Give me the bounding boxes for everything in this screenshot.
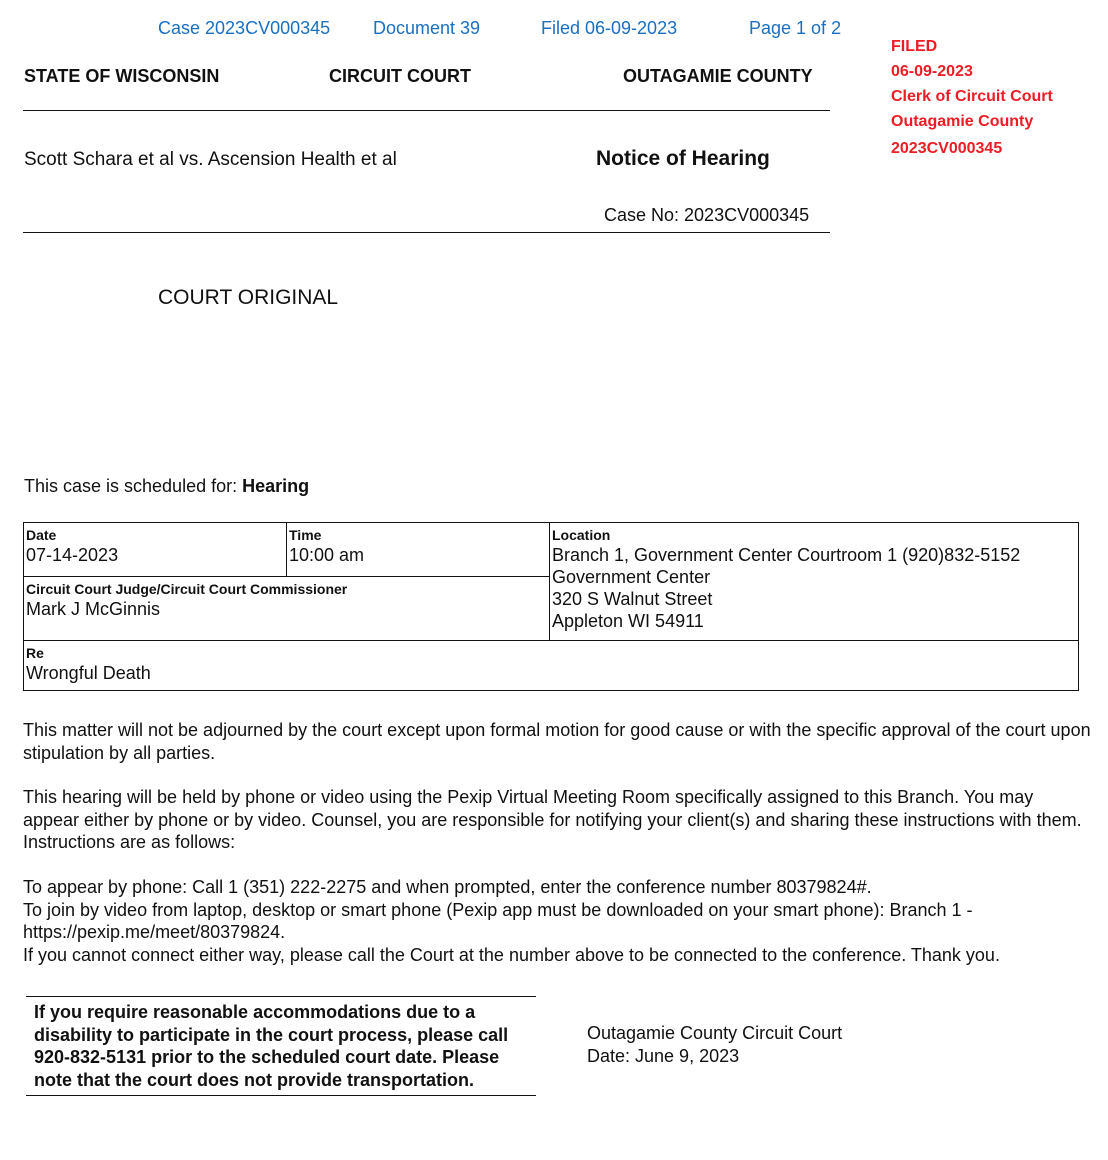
pexip-paragraph: This hearing will be held by phone or video using the Pexip Virtual Meeting Room specifically assigned to this Branch. You may appear either by phone or by video. Counsel, you are responsible for notifying your client(s) and sharing these instructions with them. Instructions are as follows: <box>23 787 1082 852</box>
filed-stamp-line: 06-09-2023 <box>891 63 973 80</box>
document-title: Notice of Hearing <box>596 147 770 170</box>
re-cell <box>24 641 1079 691</box>
video-url-link[interactable]: https://pexip.me/meet/80379824. <box>23 922 286 942</box>
stamp-document: Document 39 <box>373 18 481 38</box>
court-heading: CIRCUIT COURT <box>329 66 471 86</box>
time-cell <box>287 523 550 577</box>
header-rule <box>23 110 830 111</box>
stamp-case: Case 2023CV000345 <box>158 18 331 38</box>
county-heading: OUTAGAMIE COUNTY <box>623 66 813 86</box>
case-parties: Scott Schara et al vs. Ascension Health et al <box>24 149 397 170</box>
instructions-block <box>23 876 1093 966</box>
judge-label: Circuit Court Judge/Circuit Court Commissioner <box>26 581 348 597</box>
location-label: Location <box>552 527 611 543</box>
signature-block <box>587 1022 842 1067</box>
re-label: Re <box>26 645 44 661</box>
stamp-page: Page 1 of 2 <box>749 18 842 38</box>
adjournment-paragraph: This matter will not be adjourned by the court except upon formal motion for good cause or with the specific approval of the court upon stipulation by all parties. <box>23 720 1091 763</box>
re-value: Wrongful Death <box>26 663 151 683</box>
caption-rule <box>23 232 830 233</box>
scheduled-for <box>24 476 309 497</box>
accommodation-notice: If you require reasonable accommodations due to a disability to participate in the court process, please call 920-832-5131 prior to the scheduled court date. Please note that the court does not provide transportation. <box>26 996 536 1096</box>
court-original-label: COURT ORIGINAL <box>158 286 339 309</box>
signature-date: Date: June 9, 2023 <box>587 1045 740 1066</box>
phone-instructions: To appear by phone: Call 1 (351) 222-2275 and when prompted, enter the conference number 80379824#. <box>23 877 872 897</box>
state-heading: STATE OF WISCONSIN <box>24 66 220 86</box>
stamp-filed: Filed 06-09-2023 <box>541 18 678 38</box>
filed-stamp-line: Clerk of Circuit Court <box>891 88 1053 105</box>
filed-stamp-line: Outagamie County <box>891 113 1034 130</box>
scheduled-type: Hearing <box>242 476 310 496</box>
location-line: Branch 1, Government Center Courtroom 1 (920)832-5152 <box>552 545 1021 565</box>
cannot-connect-text: If you cannot connect either way, please call the Court at the number above to be connected to the conference. Thank you. <box>23 944 1000 965</box>
date-cell <box>24 523 287 577</box>
clerk-filed-stamp <box>891 34 1053 161</box>
judge-cell <box>24 577 550 641</box>
judge-value: Mark J McGinnis <box>26 599 161 619</box>
filed-stamp-line: 2023CV000345 <box>891 140 1003 157</box>
filed-stamp-line: FILED <box>891 38 938 55</box>
location-line: Appleton WI 54911 <box>552 611 704 631</box>
date-value: 07-14-2023 <box>26 545 119 565</box>
scheduled-prefix: This case is scheduled for: <box>24 476 238 496</box>
time-value: 10:00 am <box>289 545 365 565</box>
date-label: Date <box>26 527 57 543</box>
case-number: Case No: 2023CV000345 <box>604 205 810 225</box>
location-line: 320 S Walnut Street <box>552 589 713 609</box>
time-label: Time <box>289 527 322 543</box>
video-instructions: To join by video from laptop, desktop or smart phone (Pexip app must be downloaded on your smart phone): Branch 1 - <box>23 899 973 920</box>
location-cell <box>550 523 1079 641</box>
location-line: Government Center <box>552 567 711 587</box>
hearing-info-table <box>23 522 1079 691</box>
signature-court: Outagamie County Circuit Court <box>587 1023 843 1043</box>
